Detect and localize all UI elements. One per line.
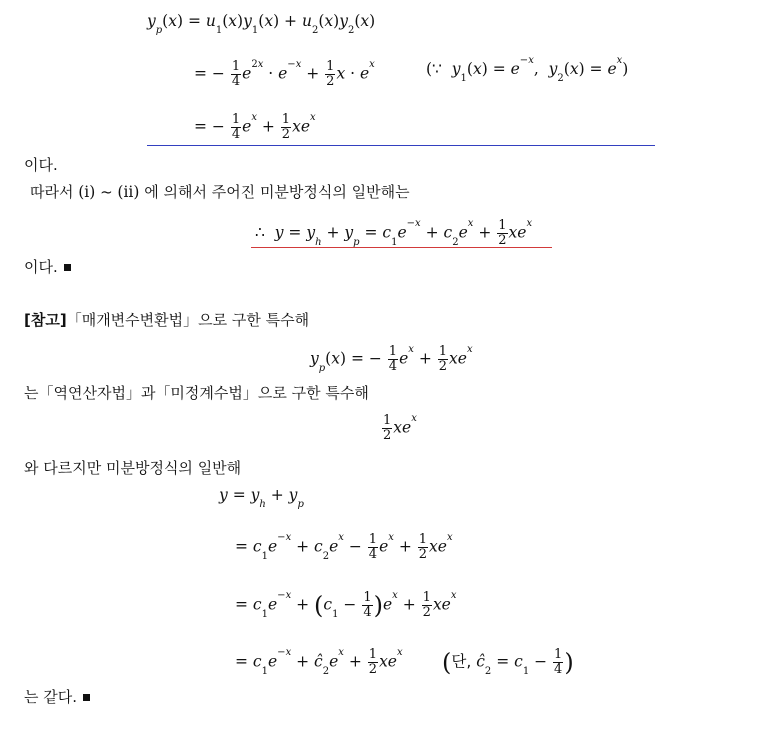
therefore-suffix: 에 의해서 주어진 미분방정식의 일반해는 bbox=[139, 183, 410, 201]
qed-square-icon bbox=[64, 264, 71, 271]
reference-line bbox=[24, 311, 309, 329]
reference-text: 「매개변수변환법」으로 구한 특수해 bbox=[66, 311, 310, 329]
y-equals-yh-yp: $y = y_h + y_p$ bbox=[219, 486, 304, 511]
derivation-step1: = $c_1e^{-x} + c_2e^x$ − $\frac{1}{4}$ $e^x$ + $\frac{1}{2}$ $xe^x$ bbox=[235, 532, 453, 562]
because-note: (∵ $y_1(x) = e^{-x}$, $y_2(x) = e^x$) bbox=[426, 54, 629, 85]
wa-sentence: 와 다르지만 미분방정식의 일반해 bbox=[24, 459, 242, 477]
general-solution: ∴ $y = y_h + y_p = c_1e^{-x} + c_2e^x$ + $\frac{1}{2}$ $xe^x$ bbox=[255, 218, 533, 248]
yp-result: = − $\frac{1}{4}$ $e^x$ + $\frac{1}{2}$ $xe^x$ bbox=[194, 112, 316, 142]
yp-definition: $y_p(x) = u_1(x)y_1(x) + u_2(x)y_2(x)$ bbox=[147, 12, 376, 37]
derivation-step3: = $c_1e^{-x}$ + $ĉ_2e^x$ + $\frac{1}{2}$ $xe^x$ bbox=[235, 647, 403, 677]
ida-text-2 bbox=[24, 258, 71, 276]
neun-sentence: 는「역연산자법」과「미정계수법」으로 구한 특수해 bbox=[24, 384, 369, 402]
derivation-step2: = $c_1e^{-x} + (c_1$ − $\frac{1}{4}$ )$e^x$ + $\frac{1}{2}$ $xe^x$ bbox=[235, 590, 457, 620]
reference-label: [참고] bbox=[24, 311, 67, 329]
ida-text-1: 이다. bbox=[24, 156, 58, 174]
dan-label: 단, bbox=[451, 652, 472, 671]
final-text: 는 같다. bbox=[24, 688, 78, 706]
blue-underline bbox=[147, 145, 655, 146]
range-sep: ~ bbox=[95, 183, 118, 201]
yp-variation: $y_p(x)$ = − $\frac{1}{4}$ $e^x$ + $\frac{1}{2}$ $xe^x$ bbox=[310, 344, 473, 374]
range-ii: (ii) bbox=[117, 183, 140, 201]
ida-label-2: 이다. bbox=[24, 258, 58, 276]
dan-note: (단, $ĉ_2 = c_1$ − $\frac{1}{4}$ ) bbox=[442, 647, 574, 677]
therefore-prefix: 따라서 bbox=[30, 183, 79, 201]
range-i: (i) bbox=[78, 183, 96, 201]
therefore-sentence bbox=[30, 183, 410, 201]
yp-other-methods: $\frac{1}{2}$ $xe^x$ bbox=[383, 413, 417, 443]
red-underline bbox=[251, 247, 552, 248]
yp-step2: = − $\frac{1}{4}$ $e^{2x} \cdot e^{-x}$ + $\frac{1}{2}$ $x \cdot e^x$ bbox=[194, 59, 375, 89]
final-sentence bbox=[24, 688, 90, 706]
qed-square-icon-2 bbox=[83, 694, 90, 701]
